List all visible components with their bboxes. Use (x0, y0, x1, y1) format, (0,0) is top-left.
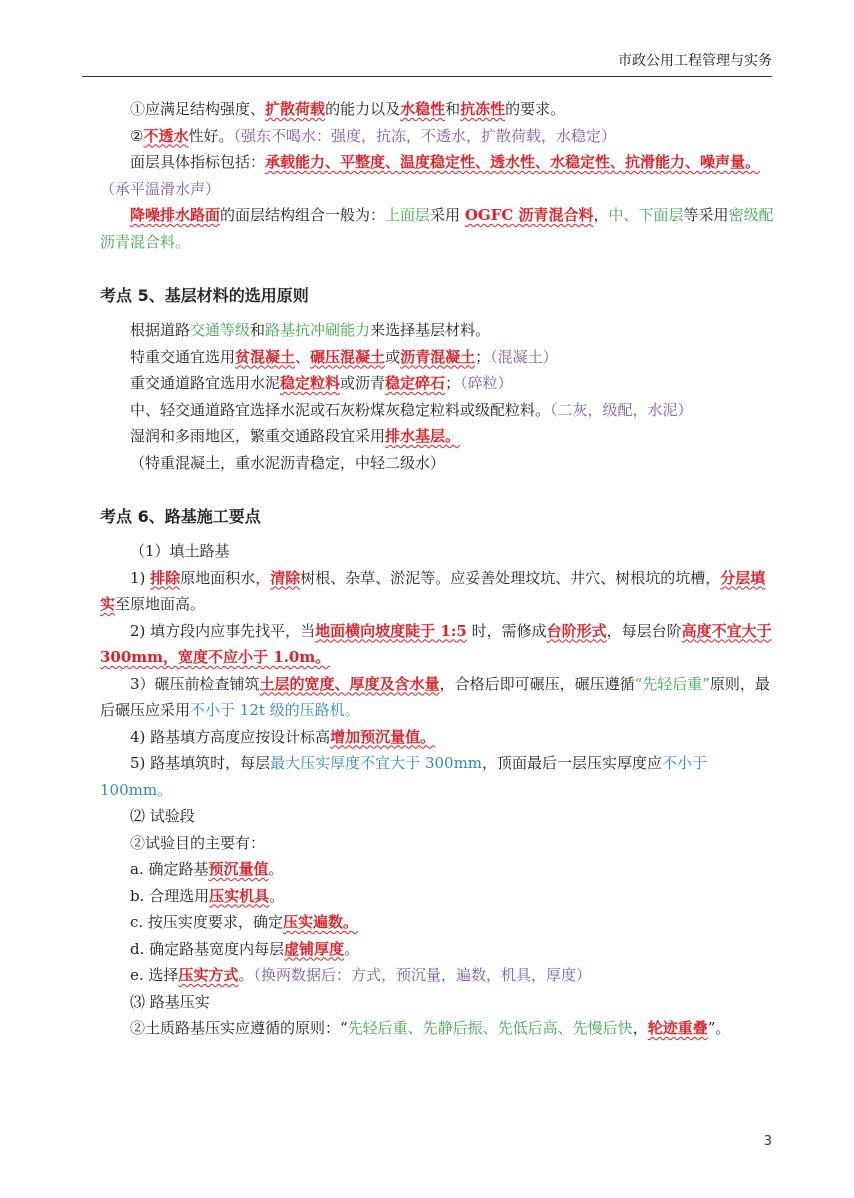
key-term: 抗冻性 (460, 100, 506, 118)
text-span: 至原地面高。 (115, 595, 206, 613)
paragraph (100, 883, 776, 910)
text-span: ①应满足结构 (130, 100, 221, 118)
text-span: 来选择基层材料。 (370, 321, 491, 339)
paragraph (100, 317, 776, 344)
text-span: 。 (269, 886, 285, 905)
key-term: 稳定粒料 (280, 374, 341, 392)
text-span: ②土质路基压实应遵循的原则：“ (130, 1019, 348, 1037)
text-span: 中、轻交通道路宜选择水泥或石灰粉煤灰稳定粒料或级配粒料。 (130, 400, 551, 419)
key-term: 扩散荷载 (265, 100, 326, 118)
mnemonic-note: （承平温滑水声） (100, 179, 221, 198)
text-span: 1) (130, 568, 151, 587)
key-term: 地面横向坡度陡于 1:5 (315, 621, 467, 640)
text-span: 或 (385, 347, 401, 366)
text-span: ； (475, 347, 491, 366)
mnemonic-note: （换两数据后：方式，预沉量，遍数，机具，厚度） (253, 966, 591, 984)
key-term: 分层填实 (100, 568, 766, 613)
paragraph (100, 856, 776, 883)
text-span: ② (130, 126, 144, 145)
text-span: 的要求。 (505, 100, 566, 118)
paragraph (100, 803, 776, 830)
text-span: （1）填土路基 (130, 542, 230, 560)
text-span: 的面层结构组合一般为： (220, 206, 386, 224)
highlight-text: 不小于 12t 级的压路机。 (190, 701, 360, 719)
text-span: 。 (344, 939, 360, 958)
text-span: 3）碾压前检查铺筑 (130, 674, 260, 693)
page-header (82, 50, 772, 77)
key-term: 水稳性 (400, 100, 446, 118)
mnemonic-note: （二灰，级配，水泥） (550, 400, 693, 419)
text-span: b. 合理选用 (130, 886, 210, 905)
paragraph (100, 565, 776, 618)
paragraph (100, 909, 776, 936)
text-span: 强度 (220, 100, 251, 118)
text-span: a. 确定路基 (130, 860, 209, 878)
highlight-text: 中、下面层 (608, 206, 684, 224)
key-term: 承载能力、平整度、温度稳定性、透水性、水稳定性、抗滑能力、噪声量。 (265, 153, 761, 171)
key-term: 压实方式 (178, 966, 239, 984)
text-span: （特重混凝土，重水泥沥青稳定，中轻二级水） (130, 453, 446, 472)
paragraph (100, 750, 776, 803)
highlight-text: 路基抗冲刷能力 (265, 321, 371, 339)
key-term: 清除 (270, 568, 301, 587)
text-span: 重交通道路宜选用水泥 (130, 374, 281, 392)
key-term: 贫混凝土 (235, 347, 296, 366)
highlight-text: 上面层 (385, 206, 431, 224)
section-heading: 考点 6、路基施工要点 (100, 507, 261, 526)
spacer (100, 476, 776, 488)
text-span: 5) 路基填筑时，每层 (130, 754, 271, 772)
section-heading: 考点 5、基层材料的选用原则 (100, 286, 309, 305)
text-span: ⑵ 试验段 (130, 807, 195, 825)
text-span: c. 按压实度要求，确定 (130, 913, 283, 931)
highlight-text: 最大压实厚度不宜大于 300mm (270, 754, 483, 772)
text-span: ，合格后即可碾压，碾压遵循 (439, 674, 635, 693)
paragraph (100, 989, 776, 1016)
paragraph (100, 830, 776, 857)
text-span: 、 (250, 100, 266, 118)
key-term: OGFC 沥青混合料 (464, 206, 594, 224)
paragraph (100, 450, 776, 477)
paragraph (100, 423, 776, 450)
paragraph (100, 618, 776, 671)
key-term: 预沉量值 (208, 860, 269, 878)
page-number: 3 (763, 1134, 772, 1149)
key-term: 虚铺厚度 (284, 939, 345, 958)
paragraph (100, 202, 776, 255)
key-term: 土层的宽度、厚度及含水量 (259, 674, 440, 693)
paragraph (100, 538, 776, 565)
document-body (100, 96, 776, 1042)
text-span: ，顶面最后一层压实厚度应 (482, 754, 663, 772)
text-span: ”。 (707, 1019, 731, 1037)
key-term: 不透水 (143, 126, 189, 145)
spacer (100, 255, 776, 267)
text-span: 时，需修成 (466, 621, 547, 640)
highlight-text: 交通等级 (190, 321, 251, 339)
text-span: 特重交通宜选用 (130, 347, 236, 366)
text-span: 等采用 (683, 206, 729, 224)
text-span: 树根、杂草、淤泥等。应妥善处理坟坑、井穴、树根坑的坑槽， (300, 568, 721, 587)
paragraph (100, 724, 776, 751)
paragraph (100, 149, 776, 202)
text-span: 根据道路 (130, 321, 191, 339)
text-span: e. 选择 (130, 966, 179, 984)
paragraph (100, 123, 776, 150)
key-term: 台阶形式 (546, 621, 607, 640)
key-term: 碾压混凝土 (310, 347, 386, 366)
text-span: 和 (250, 321, 266, 339)
key-term: 增加预沉量值。 (330, 727, 436, 746)
text-span: ； (445, 374, 461, 392)
key-term: 沥青混凝土 (400, 347, 476, 366)
text-span: ②试验目的主要有： (130, 833, 266, 852)
key-term: 排除 (150, 568, 181, 587)
mnemonic-note: （碎粒） (460, 374, 513, 392)
text-span: 2) 填方段内应事先找平，当 (130, 621, 316, 640)
paragraph (100, 397, 776, 424)
key-term: 稳定碎石 (385, 374, 446, 392)
key-term: 轮迹重叠 (647, 1019, 708, 1037)
mnemonic-note: （混凝土） (490, 347, 558, 366)
text-span: 原地面积水， (180, 568, 271, 587)
text-span: 和 (445, 100, 461, 118)
text-span: 或沥青 (340, 374, 386, 392)
key-term: 降噪排水路面 (130, 206, 221, 224)
text-span: 原则，最后碾压应采用 (100, 674, 770, 719)
text-span: ⑶ 路基压实 (130, 992, 210, 1011)
key-term: 高度不宜大于 300mm，宽度不应小于 1.0m。 (100, 621, 772, 666)
key-term: 排水基层。 (385, 427, 461, 445)
paragraph (100, 344, 776, 371)
highlight-text: 先轻后重、先静后振、先低后高、先慢后快 (347, 1019, 633, 1037)
mnemonic-note: （强东不喝水：强度，抗冻，不透水，扩散荷载，水稳定） (233, 126, 616, 145)
text-span: ， (593, 206, 609, 224)
paragraph (100, 962, 776, 989)
header-title: 市政公用工程管理与实务 (618, 53, 772, 69)
text-span: 面层具体指标包括： (130, 153, 266, 171)
paragraph (100, 671, 776, 724)
text-span: 采用 (430, 206, 465, 224)
highlight-text: 密级配沥青混合料。 (100, 206, 774, 251)
highlight-text: “先轻后重” (634, 674, 710, 693)
text-span: 4) 路基填方高度应按设计标高 (130, 727, 331, 746)
text-span: d. 确定路基宽度内每层 (130, 939, 285, 958)
paragraph (100, 936, 776, 963)
text-span: 。 (238, 966, 254, 984)
paragraph (100, 370, 776, 397)
paragraph (100, 96, 776, 123)
text-span: ， (632, 1019, 648, 1037)
text-span: 性好。 (188, 126, 234, 145)
text-span: 。 (268, 860, 284, 878)
highlight-text: 不小于 100mm。 (100, 754, 708, 799)
key-term: 压实遍数。 (282, 913, 358, 931)
text-span: 湿润和多雨地区，繁重交通路段宜采用 (130, 427, 386, 445)
text-span: 的能力以及 (325, 100, 401, 118)
paragraph (100, 1015, 776, 1042)
text-span: ，每层台阶 (606, 621, 682, 640)
text-span: 、 (295, 347, 311, 366)
key-term: 压实机具 (209, 886, 270, 905)
